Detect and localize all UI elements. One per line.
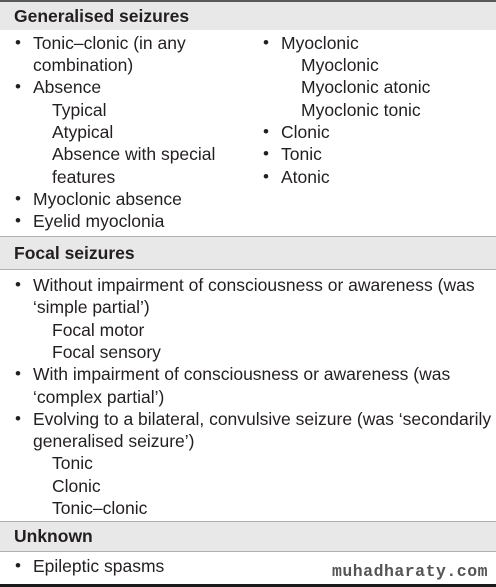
sub-item: Typical bbox=[52, 100, 107, 120]
focal-heading-text: Focal seizures bbox=[14, 242, 135, 263]
sub-item: Tonic bbox=[52, 453, 93, 473]
bullet: • bbox=[263, 167, 269, 186]
list-item: With impairment of consciousness or awareness (was bbox=[33, 364, 451, 384]
bullet: • bbox=[15, 189, 21, 208]
unknown-heading bbox=[0, 521, 496, 552]
list-item: Tonic bbox=[281, 144, 322, 164]
sub-item: Tonic–clonic bbox=[52, 498, 148, 518]
bullet: • bbox=[15, 275, 21, 294]
sub-item: Atypical bbox=[52, 122, 114, 142]
list-item: Eyelid myoclonia bbox=[33, 211, 165, 231]
bullet: • bbox=[15, 33, 21, 52]
generalised-section bbox=[0, 30, 496, 236]
list-item: Without impairment of consciousness or awareness (was bbox=[33, 275, 475, 295]
sub-item: Clonic bbox=[52, 476, 101, 496]
bullet: • bbox=[15, 556, 21, 575]
sub-item: Myoclonic atonic bbox=[301, 77, 431, 97]
unknown-heading-text: Unknown bbox=[14, 526, 93, 546]
bullet: • bbox=[15, 409, 21, 428]
sub-item: Absence with special bbox=[52, 144, 216, 164]
sub-item-cont: features bbox=[52, 167, 116, 187]
watermark: muhadharaty.com bbox=[331, 562, 488, 581]
list-item: Myoclonic bbox=[281, 33, 359, 53]
list-item: Clonic bbox=[281, 122, 330, 142]
list-item: Evolving to a bilateral, convulsive seizure (was ‘secondarily bbox=[33, 409, 492, 429]
list-item: Epileptic spasms bbox=[33, 556, 165, 576]
focal-heading bbox=[0, 236, 496, 270]
sub-item: Myoclonic bbox=[301, 55, 379, 75]
list-item: Atonic bbox=[281, 167, 330, 187]
list-item-cont: ‘simple partial’) bbox=[33, 297, 150, 317]
list-item: Absence bbox=[33, 77, 102, 97]
bullet: • bbox=[263, 33, 269, 52]
generalised-heading-text: Generalised seizures bbox=[14, 5, 190, 26]
focal-section bbox=[0, 270, 496, 521]
bullet: • bbox=[263, 144, 269, 163]
bullet: • bbox=[15, 77, 21, 96]
list-item: Myoclonic absence bbox=[33, 189, 182, 209]
sub-item: Focal motor bbox=[52, 320, 145, 340]
list-item: Tonic–clonic (in any bbox=[33, 33, 186, 53]
bullet: • bbox=[15, 364, 21, 383]
bullet: • bbox=[263, 122, 269, 141]
sub-item: Focal sensory bbox=[52, 342, 161, 362]
bullet: • bbox=[15, 211, 21, 230]
list-item-cont: ‘complex partial’) bbox=[33, 387, 165, 407]
sub-item: Myoclonic tonic bbox=[301, 100, 421, 120]
list-item-cont: combination) bbox=[33, 55, 134, 75]
list-item-cont: generalised seizure’) bbox=[33, 431, 195, 451]
generalised-heading bbox=[0, 0, 496, 30]
